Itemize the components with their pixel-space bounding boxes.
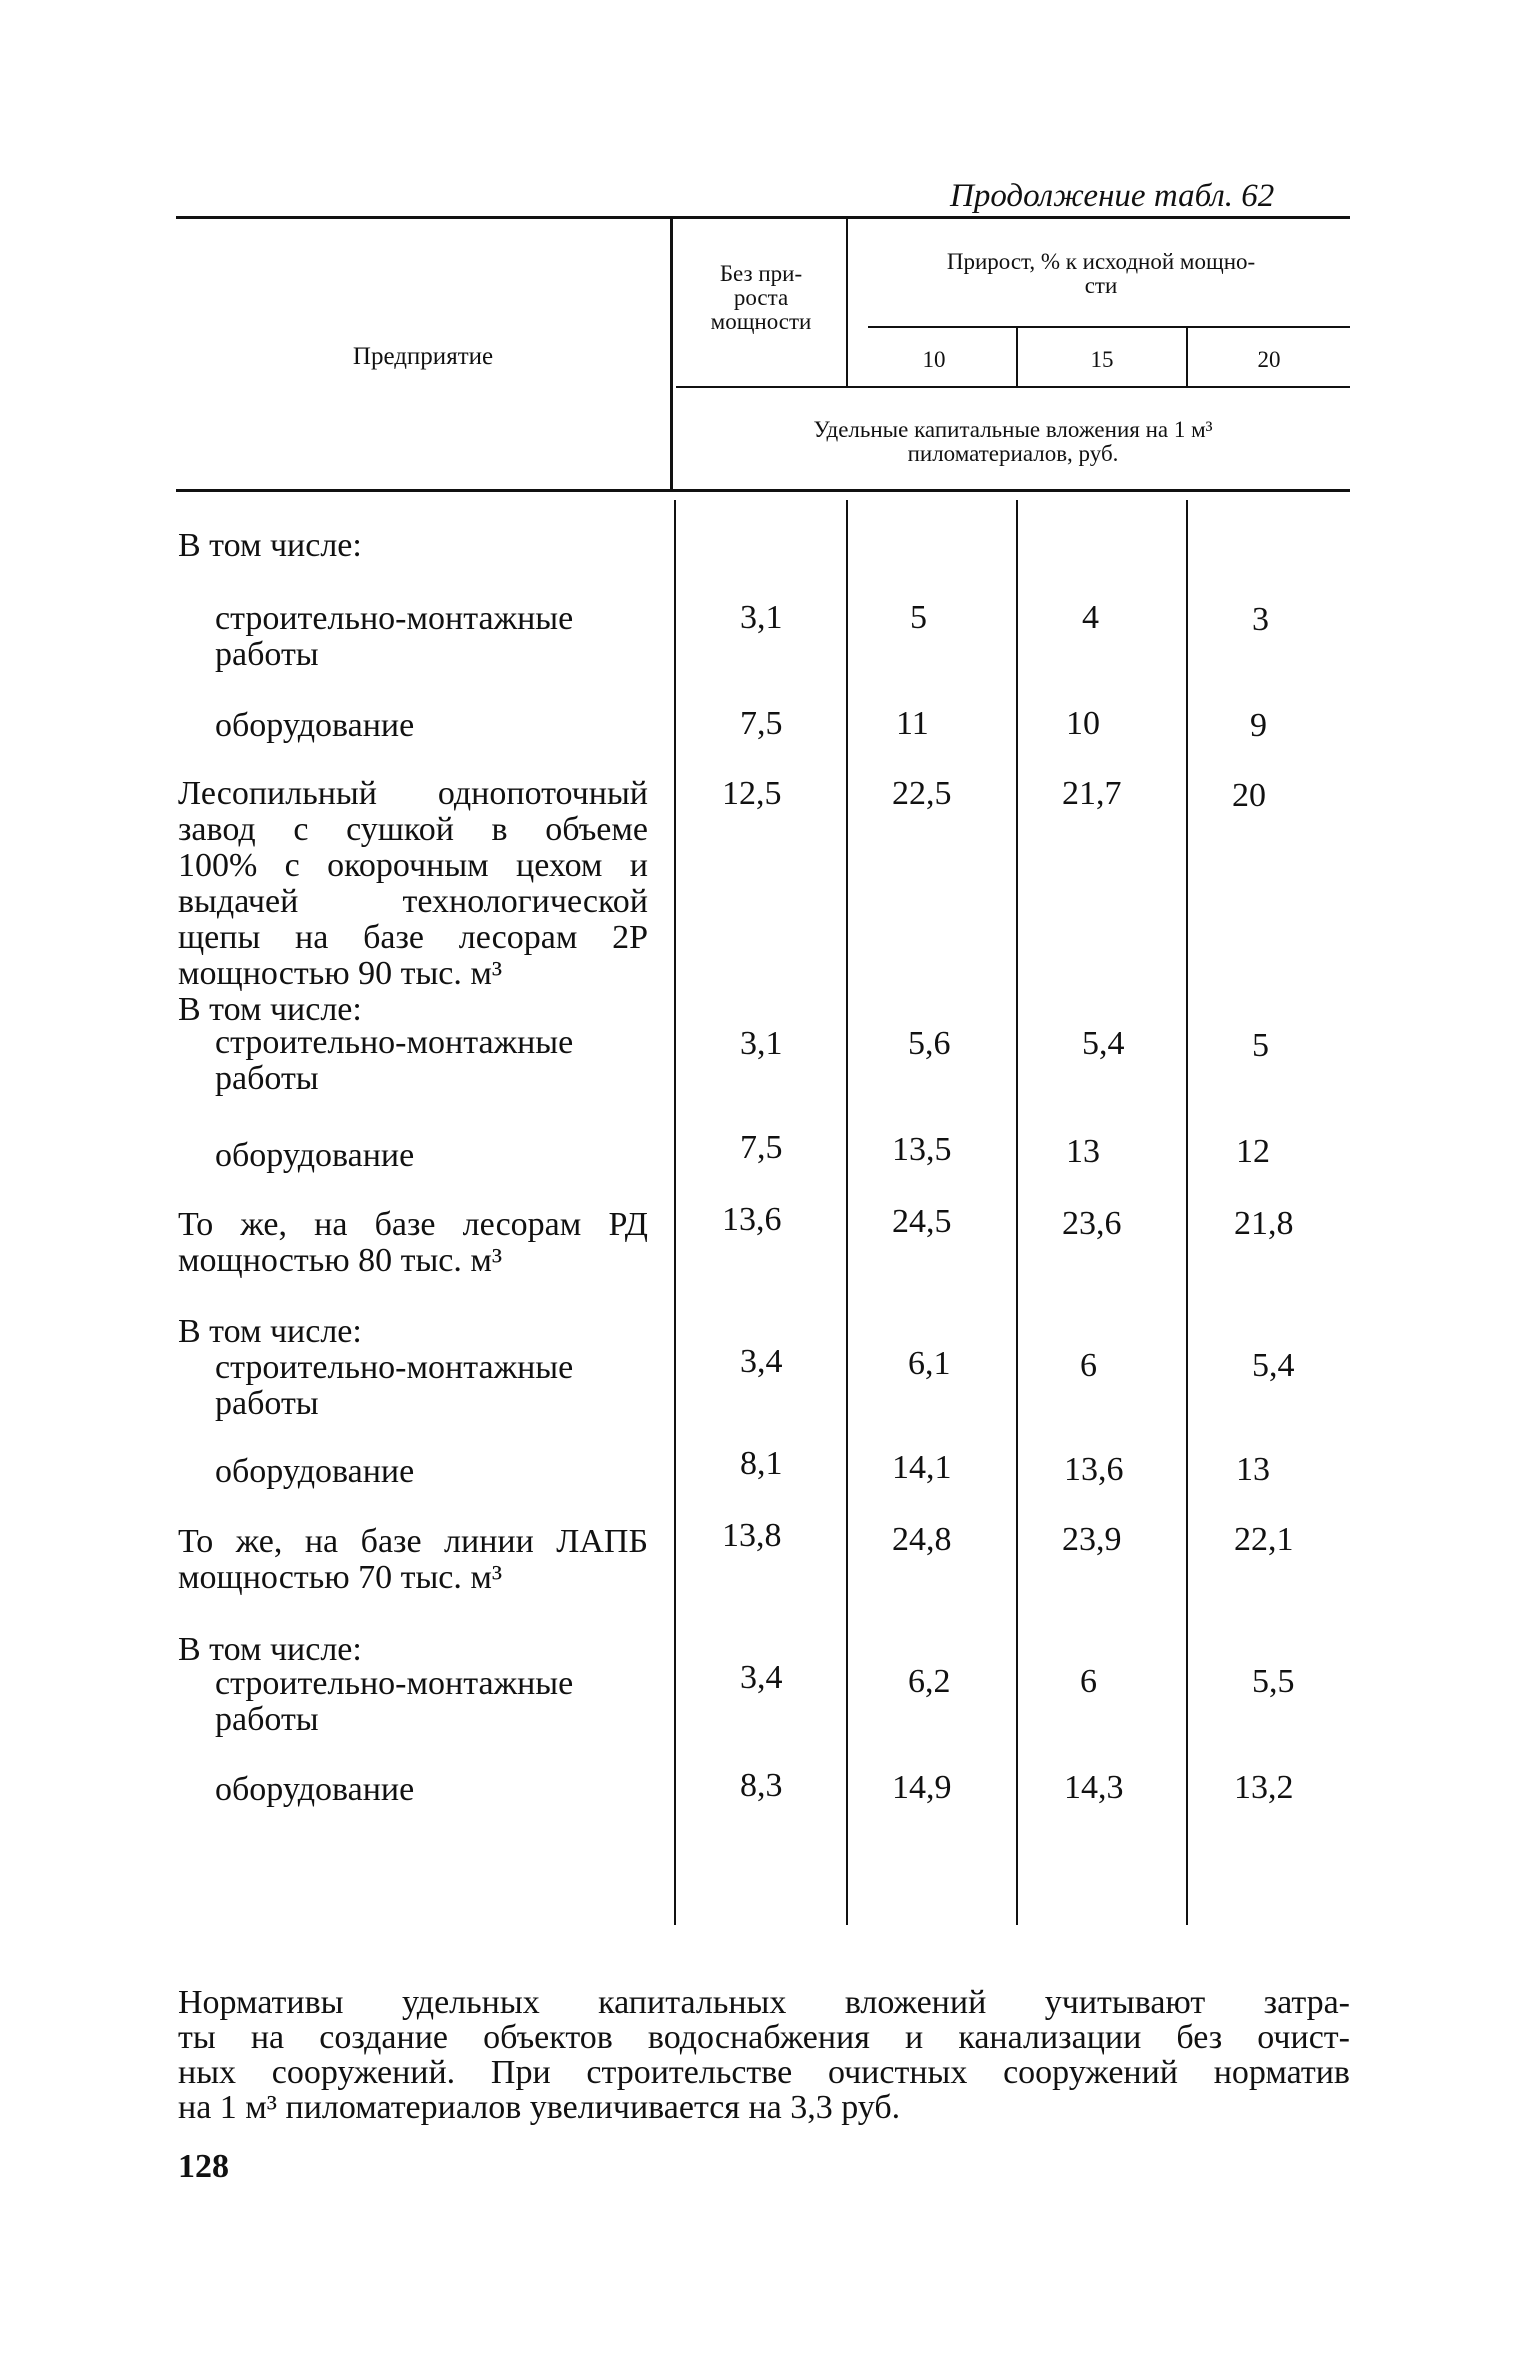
footnote-line: ных сооружений. При строительстве очистных сооружений норматив: [178, 2054, 1350, 2091]
row-label-line: щепы на базе лесорам 2Р: [178, 919, 648, 956]
row-label-line: строительно-монтажные: [215, 1349, 574, 1386]
cell-value: 6: [1080, 1347, 1097, 1384]
cell-value: 7,5: [740, 705, 783, 742]
cell-value: 22,1: [1234, 1521, 1294, 1558]
row-label-line: работы: [215, 1701, 319, 1738]
cell-value: 8,3: [740, 1767, 783, 1804]
cell-value: 7,5: [740, 1129, 783, 1166]
row-label-line: работы: [215, 1060, 319, 1097]
header-growth: [852, 250, 1350, 298]
table-caption: Продолжение табл. 62: [950, 178, 1275, 214]
row-label-line: В том числе:: [178, 527, 362, 564]
row-label: [215, 708, 645, 744]
row-label-line: мощностью 90 тыс. м³: [178, 955, 503, 992]
cell-value: 14,1: [892, 1449, 952, 1486]
row-label-line: мощностью 80 тыс. м³: [178, 1242, 503, 1279]
cell-value: 10: [1066, 705, 1100, 742]
body-col-divider-3: [1016, 500, 1018, 1925]
cell-value: 3,1: [740, 1025, 783, 1062]
header-enterprise: Предприятие: [352, 343, 494, 370]
row-label-line: строительно-монтажные: [215, 1665, 574, 1702]
cell-value: 6: [1080, 1663, 1097, 1700]
cell-value: 6,2: [908, 1663, 951, 1700]
header-rule-growth: [868, 326, 1350, 328]
row-label: [215, 1454, 645, 1490]
cell-value: 13: [1066, 1133, 1100, 1170]
cell-value: 8,1: [740, 1445, 783, 1482]
body-col-divider-4: [1186, 500, 1188, 1925]
header-units-line: Удельные капитальные вложения на 1 м³: [813, 417, 1213, 442]
cell-value: 11: [896, 705, 929, 742]
cell-value: 13,5: [892, 1131, 952, 1168]
header-no-growth-line: роста: [733, 285, 789, 310]
col-divider-1: [670, 216, 673, 489]
cell-value: 21,7: [1062, 775, 1122, 812]
header-no-growth-line: Без при-: [719, 261, 803, 286]
row-label-line: оборудование: [215, 1137, 415, 1174]
row-label: [215, 1025, 645, 1097]
row-label: [178, 528, 648, 564]
header-col-15: 15: [1090, 347, 1114, 372]
cell-value: 22,5: [892, 775, 952, 812]
header-units-line: пиломатериалов, руб.: [907, 441, 1119, 466]
table-header-bottom-rule: [176, 489, 1350, 492]
row-label-line: 100% с окорочным цехом и: [178, 847, 648, 884]
row-label-line: мощностью 70 тыс. м³: [178, 1559, 503, 1596]
footnote-line: на 1 м³ пиломатериалов увеличивается на 3,3 руб.: [178, 2089, 901, 2126]
row-label-line: В том числе:: [178, 1313, 362, 1350]
cell-value: 12: [1236, 1133, 1270, 1170]
row-label: [215, 1666, 645, 1738]
cell-value: 3: [1252, 601, 1269, 638]
cell-value: 3,1: [740, 599, 783, 636]
row-label-line: работы: [215, 1385, 319, 1422]
header-col-20: 20: [1257, 347, 1281, 372]
cell-value: 5: [910, 599, 927, 636]
row-label-line: В том числе:: [178, 1631, 362, 1668]
cell-value: 6,1: [908, 1345, 951, 1382]
row-label: [178, 1207, 648, 1279]
cell-value: 5,6: [908, 1025, 951, 1062]
cell-value: 13,6: [1064, 1451, 1124, 1488]
cell-value: 5: [1252, 1027, 1269, 1064]
cell-value: 3,4: [740, 1343, 783, 1380]
header-rule-cols: [676, 386, 1350, 388]
cell-value: 14,9: [892, 1769, 952, 1806]
row-label: [178, 1632, 648, 1668]
table-top-rule: [176, 216, 1350, 219]
cell-value: 23,9: [1062, 1521, 1122, 1558]
row-label-line: выдачей технологической: [178, 883, 648, 920]
cell-value: 5,4: [1082, 1025, 1125, 1062]
cell-value: 23,6: [1062, 1205, 1122, 1242]
cell-value: 24,8: [892, 1521, 952, 1558]
row-label-line: оборудование: [215, 1771, 415, 1808]
cell-value: 13,2: [1234, 1769, 1294, 1806]
cell-value: 5,5: [1252, 1663, 1295, 1700]
cell-value: 12,5: [722, 775, 782, 812]
row-label-line: В том числе:: [178, 991, 362, 1028]
cell-value: 14,3: [1064, 1769, 1124, 1806]
row-label-line: оборудование: [215, 707, 415, 744]
cell-value: 13: [1236, 1451, 1270, 1488]
header-no-growth: [676, 262, 846, 334]
cell-value: 9: [1250, 707, 1267, 744]
footnote-line: ты на создание объектов водоснабжения и канализации без очист-: [178, 2019, 1350, 2056]
cell-value: 24,5: [892, 1203, 952, 1240]
row-label-line: То же, на базе лесорам РД: [178, 1206, 648, 1243]
row-label-line: строительно-монтажные: [215, 1024, 574, 1061]
page-number: 128: [178, 2148, 229, 2185]
cell-value: 13,6: [722, 1201, 782, 1238]
footnote-line: Нормативы удельных капитальных вложений учитывают затра-: [178, 1984, 1350, 2021]
row-label-line: работы: [215, 636, 319, 673]
row-label: [178, 1524, 648, 1596]
cell-value: 5,4: [1252, 1347, 1295, 1384]
header-col-10: 10: [922, 347, 946, 372]
body-col-divider-2: [846, 500, 848, 1925]
header-growth-line: Прирост, % к исходной мощно-: [946, 249, 1256, 274]
cell-value: 4: [1082, 599, 1099, 636]
row-label: [215, 1138, 645, 1174]
header-no-growth-line: мощности: [710, 309, 812, 334]
row-label-line: завод с сушкой в объеме: [178, 811, 648, 848]
row-label-line: строительно-монтажные: [215, 600, 574, 637]
cell-value: 21,8: [1234, 1205, 1294, 1242]
header-growth-line: сти: [1084, 273, 1118, 298]
cell-value: 3,4: [740, 1659, 783, 1696]
row-label: [215, 601, 645, 673]
row-label: [178, 776, 648, 992]
body-col-divider-1: [674, 500, 676, 1925]
cell-value: 20: [1232, 777, 1266, 814]
row-label-line: То же, на базе линии ЛАПБ: [178, 1523, 648, 1560]
row-label: [215, 1350, 645, 1422]
row-label: [178, 992, 648, 1028]
row-label: [215, 1772, 645, 1808]
row-label: [178, 1314, 648, 1350]
row-label-line: оборудование: [215, 1453, 415, 1490]
header-units: [676, 418, 1350, 466]
cell-value: 13,8: [722, 1517, 782, 1554]
col-divider-2-header: [846, 216, 848, 386]
footnote: [178, 1985, 1350, 2125]
row-label-line: Лесопильный однопоточный: [178, 775, 648, 812]
